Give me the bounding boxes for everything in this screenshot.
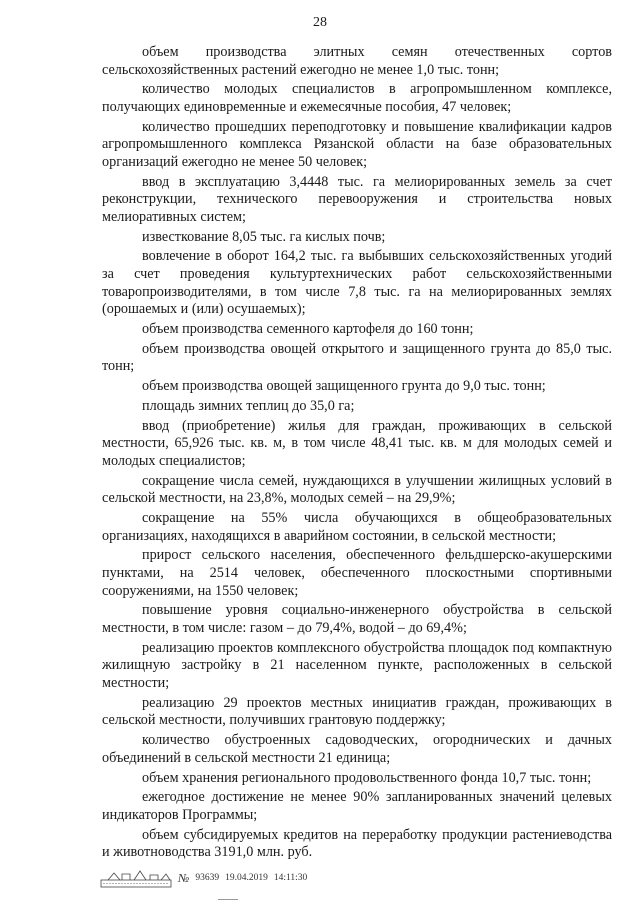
document-footer [100,868,307,888]
paragraph-7: объем производства семенного картофеля до 160 тонн; [142,321,474,338]
paragraph-16: реализацию проектов комплексного обустройства площадок под компактную жилищную застройку в 21 населенном пункте, расположенных в сельской местности; [102,639,612,691]
paragraph-13: сокращение на 55% числа обучающихся в общеобразовательных организациях, находящихся в аварийном состоянии, в сельской местности; [102,510,612,544]
document-body [102,44,612,864]
footer-time: 14:11:30 [273,873,308,883]
paragraph-8: объем производства овощей открытого и защищенного грунта до 85,0 тыс. тонн; [102,340,612,375]
paragraph-3: количество прошедших переподготовку и повышение квалификации кадров агропромышленного комплекса Рязанской области на базе образовательных организаций ежегодно не менее 50 человек; [102,118,612,170]
paragraph-4: ввод в эксплуатацию 3,4448 тыс. га мелиорированных земель за счет реконструкции, технического перевооружения и строительства новых мелиоративных систем; [102,173,612,225]
paragraph-2: количество молодых специалистов в агропромышленном комплексе, получающих единовременные и ежемесячные пособия, 47 человек; [102,81,612,115]
footer-code: 93639 [195,873,220,883]
footer-number-sign: № [178,870,190,885]
paragraph-14: прирост сельского населения, обеспеченного фельдшерско-акушерскими пунктами, на 2514 человек, обеспеченного плоскостными спортивными сооружениями, на 1550 человек; [102,547,612,599]
paragraph-6: вовлечение в оборот 164,2 тыс. га выбывших сельскохозяйственных угодий за счет проведения культуртехнических работ сельскохозяйственными товаропроизводителями, в том числе 7,8 тыс. га на мелиорированных землях (орошаемых и (или) осушаемых); [102,248,612,318]
footer-date: 19.04.2019 [225,873,268,883]
paragraph-19: объем хранения регионального продовольственного фонда 10,7 тыс. тонн; [142,769,592,786]
paragraph-11: ввод (приобретение) жилья для граждан, проживающих в сельской местности, 65,926 тыс. кв. м, в том числе 48,41 тыс. кв. м для молодых семей и молодых специалистов; [102,417,612,469]
paragraph-9: объем производства овощей защищенного грунта до 9,0 тыс. тонн; [142,378,546,395]
paragraph-15: повышение уровня социально-инженерного обустройства в сельской местности, в том числе: газом – до 79,4%, водой – до 69,4%; [102,602,612,637]
paragraph-17: реализацию 29 проектов местных инициатив граждан, проживающих в сельской местности, получивших грантовую поддержку; [102,694,612,729]
bottom-edge-mark [218,899,238,900]
paragraph-5: известкование 8,05 тыс. га кислых почв; [142,228,386,245]
page-number: 28 [313,15,327,30]
paragraph-12: сокращение числа семей, нуждающихся в улучшении жилищных условий в сельской местности, на 23,8%, молодых семей – на 29,9%; [102,472,612,507]
paragraph-21: объем субсидируемых кредитов на переработку продукции растениеводства и животноводства 3191,0 млн. руб. [102,826,612,861]
document-stamp-icon [100,868,172,888]
paragraph-18: количество обустроенных садоводческих, огороднических и дачных объединений в сельской местности 21 единица; [102,732,612,766]
paragraph-20: ежегодное достижение не менее 90% запланированных значений целевых индикаторов Программы; [102,789,612,823]
paragraph-10: площадь зимних теплиц до 35,0 га; [142,397,355,414]
paragraph-1: объем производства элитных семян отечественных сортов сельскохозяйственных растений ежегодно не менее 1,0 тыс. тонн; [102,44,612,78]
